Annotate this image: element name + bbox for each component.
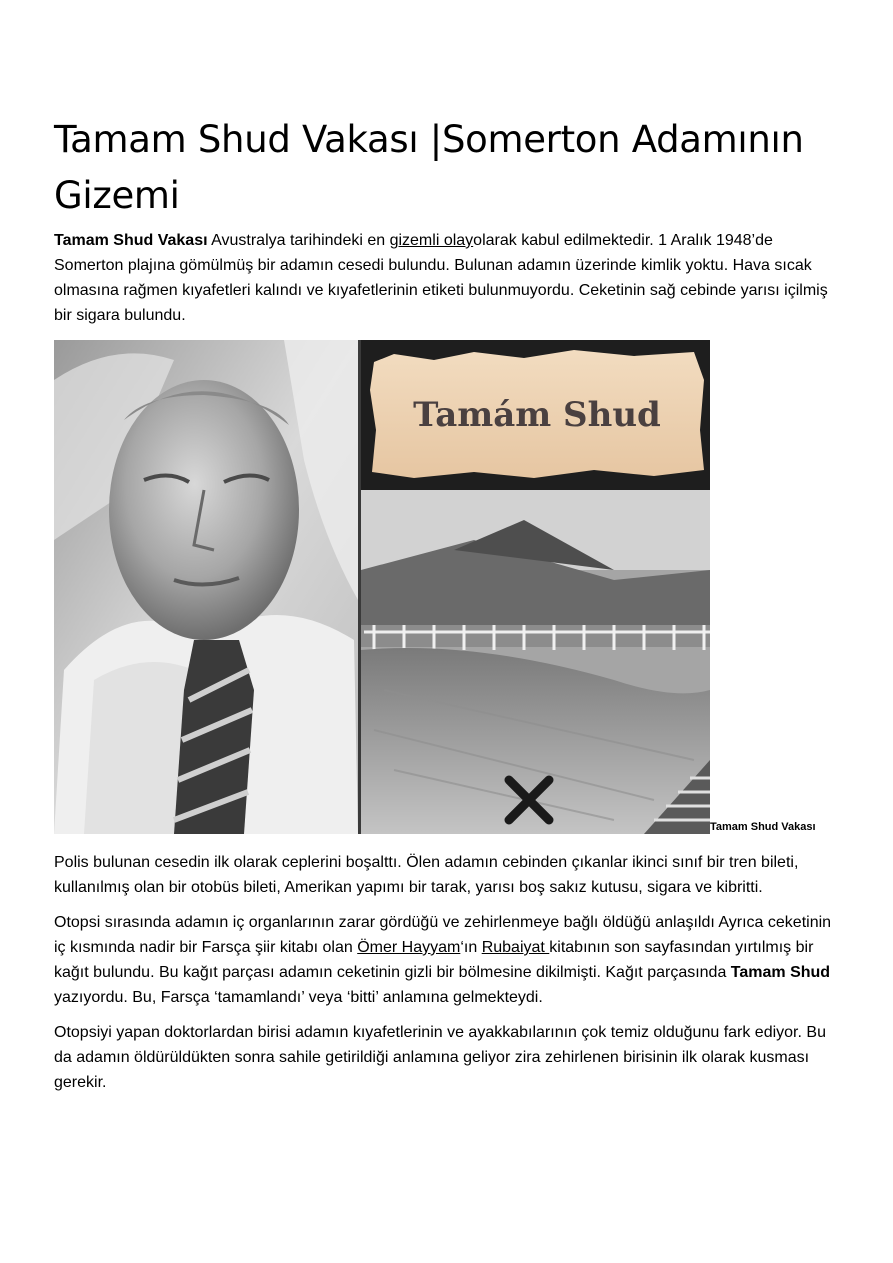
article — [54, 112, 834, 1095]
tamam-shud-bold: Tamam Shud — [730, 964, 831, 981]
article-title: Tamam Shud Vakası |Somerton Adamının Gizemi — [54, 118, 804, 217]
link-omer-hayyam[interactable]: Ömer Hayyam — [357, 939, 461, 956]
somerton-man-photo — [54, 340, 710, 834]
paragraph-police: Polis bulunan cesedin ilk olarak ceplerini boşalttı. Ölen adamın cebinden çıkanlar ikinci sınıf bir tren bileti, kullanılmış olan bir otobüs bileti, Amerikan yapımı bir tarak, yarısı boş sakız kutusu, sigara ve kibritti. — [54, 854, 799, 896]
intro-bold-lead: Tamam Shud Vakası — [54, 232, 208, 249]
link-rubaiyat[interactable]: Rubaiyat — [481, 939, 550, 956]
paragraph-doctor: Otopsiyi yapan doktorlardan birisi adamın kıyafetlerinin ve ayakkabılarının çok temiz olduğunu fark ediyor. Bu da adamın öldürüldükten sonra sahile getirildiği anlamına geliyor zira zehirlenen birisinin ilk olarak kusması gerekir. — [54, 1024, 826, 1091]
intro-paragraph: Tamam Shud Vakası Avustralya tarihindeki en gizemli olayolarak kabul edilmektedir. 1 Aralık 1948’de Somerton plajına gömülmüş bir adamın cesedi bulundu. Bulunan adamın üzerinde kimlik yoktu. Hava sıcak olmasına rağmen kıyafetleri kalındı ve kıyafetlerinin etiketi bulunmuyordu. Ceketinin sağ cebinde yarısı içilmiş bir sigara bulundu. — [54, 232, 828, 324]
figure-caption: Tamam Shud Vakası — [710, 821, 816, 833]
link-gizemli-olay[interactable]: gizemli olay — [389, 232, 474, 249]
article-figure — [54, 340, 834, 834]
paragraph-autopsy: Otopsi sırasında adamın iç organlarının zarar gördüğü ve zehirlenmeye bağlı öldüğü anlaşıldı Ayrıca ceketinin iç kısmında nadir bir Farsça şiir kitabı olan Ömer Hayyam‘ın Rubaiyat kitabının son sayfasından yırtılmış bir kağıt bulundu. Bu kağıt parçası adamın ceketinin gizli bir bölmesine dikilmişti. Kağıt parçasında Tamam Shud yazıyordu. Bu, Farsça ‘tamamlandı’ veya ‘bitti’ anlamına gelmekteydi. — [54, 914, 832, 1006]
tamam-shud-paper-text: Tamám Shud — [413, 395, 661, 435]
